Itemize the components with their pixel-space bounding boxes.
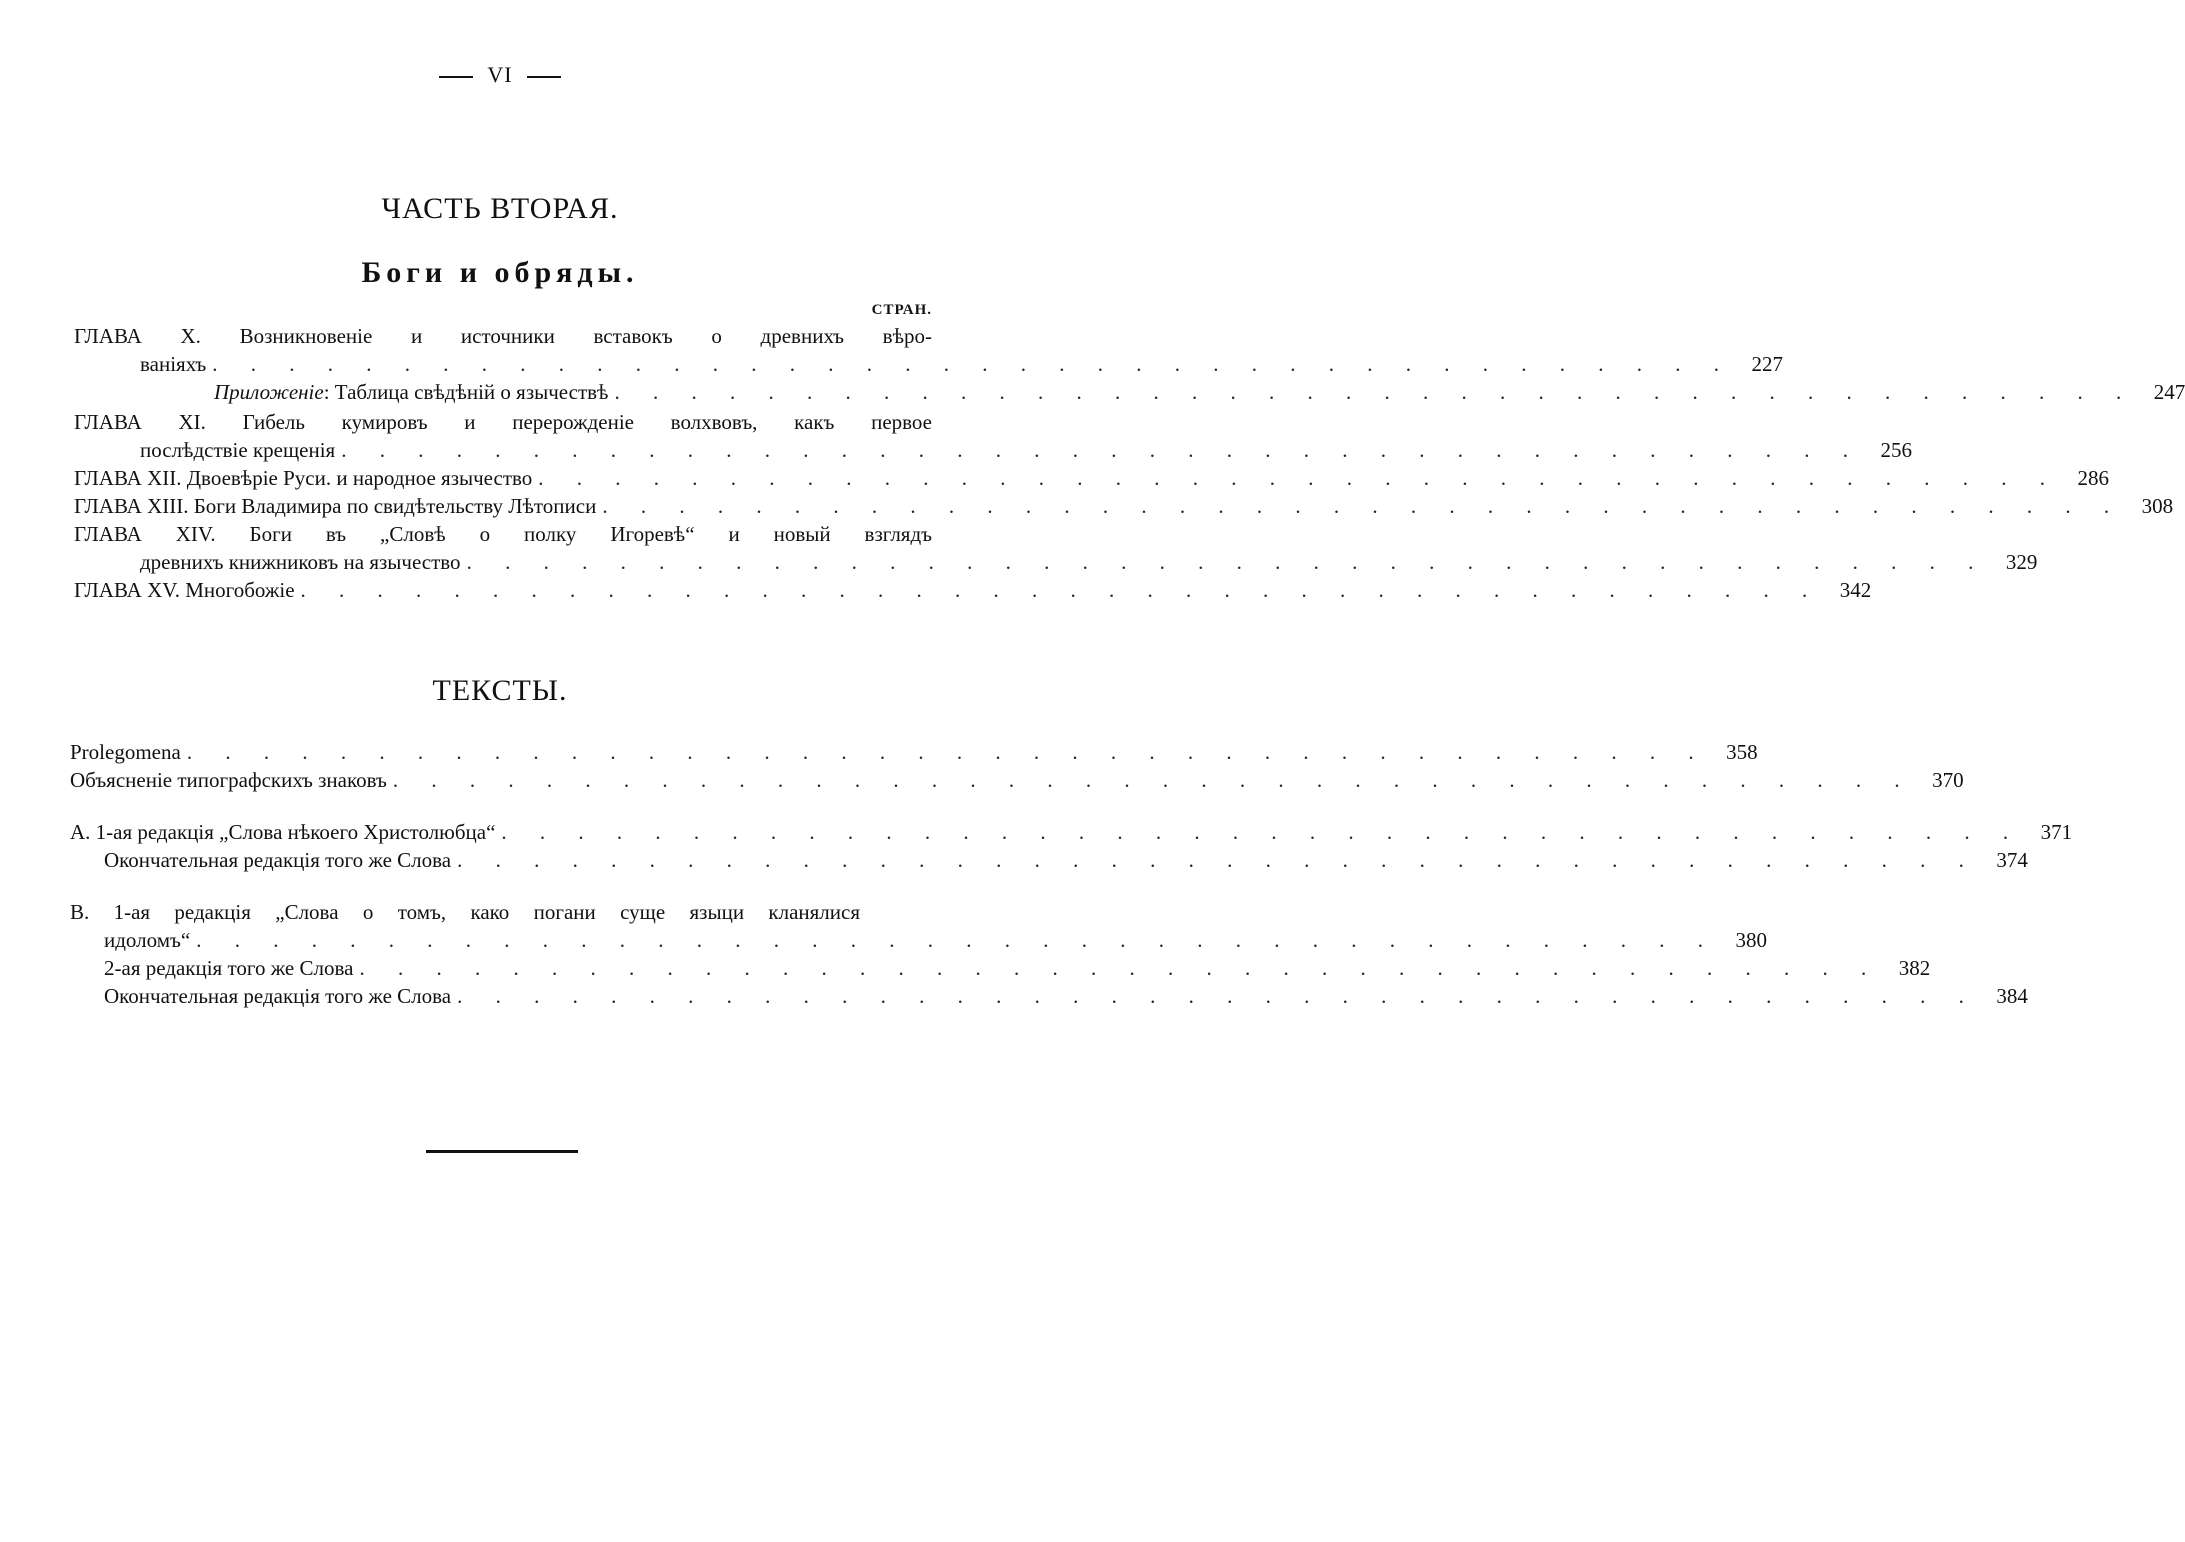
toc-entry-text: А. 1-ая редакція „Слова нѣкоего Христолюбца“: [70, 820, 496, 844]
dot-leader: . . . . . . . . . . . . . . . . . . . . . . . . . . . . . . . . . . . . . . . .: [341, 438, 1862, 462]
toc-text-b-2nd[interactable]: [104, 954, 1931, 982]
dash-right: [527, 76, 561, 78]
toc-chapter-14[interactable]: [140, 548, 2038, 576]
page-number-text: VI: [487, 62, 513, 87]
texts-section-title: ТЕКСТЫ.: [432, 674, 568, 707]
toc-page-number: 384: [1996, 984, 2028, 1008]
toc-page-number: 380: [1735, 928, 1767, 952]
toc-text-a-1st[interactable]: [70, 818, 2073, 846]
dot-leader: . . . . . . . . . . . . . . . . . . . . . . . . . . . . . . . . . . . . . . . .: [359, 956, 1881, 980]
toc-entry-text: ГЛАВА XIII. Боги Владимира по свидѣтельству Лѣтописи: [74, 494, 597, 518]
toc-page-number: 374: [1996, 848, 2028, 872]
toc-text-b-1st[interactable]: [104, 926, 1767, 954]
toc-chapter-15[interactable]: [74, 576, 1872, 604]
page-column-header: СТРАН.: [871, 302, 932, 318]
toc-chapter-14-line1: ГЛАВА XIV. Боги въ „Словѣ о полку Игоревѣ“ и новый взглядъ: [74, 522, 932, 546]
toc-appendix[interactable]: [214, 378, 2185, 406]
toc-entry-text: Окончательная редакція того же Слова: [104, 848, 452, 872]
dot-leader: . . . . . . . . . . . . . . . . . . . . . . . . . . . . . . . . . . . . . . . .: [196, 928, 1717, 952]
toc-entry-text: идоломъ“: [104, 928, 191, 952]
toc-page-number: 370: [1932, 768, 1964, 792]
toc-chapter-10-line1: ГЛАВА X. Возникновеніе и источники вставокъ о древнихъ вѣро-: [74, 324, 932, 348]
toc-prolegomena[interactable]: [70, 738, 1758, 766]
toc-page-number: 342: [1839, 578, 1872, 602]
toc-page-number: 371: [2040, 820, 2073, 844]
dot-leader: . . . . . . . . . . . . . . . . . . . . . . . . . . . . . . . . . . . . . . . .: [614, 380, 2136, 404]
toc-text-b-1st-line1: В. 1-ая редакція „Слова о томъ, како погани суще языци кланялися: [70, 900, 860, 924]
toc-text-a-final[interactable]: [104, 846, 2028, 874]
toc-page-number: 256: [1880, 438, 1912, 462]
toc-entry-text: ваніяхъ: [140, 352, 207, 376]
dash-left: [439, 76, 473, 78]
dot-leader: . . . . . . . . . . . . . . . . . . . . . . . . . . . . . . . . . . . . . . . .: [501, 820, 2023, 844]
toc-page-number: 358: [1726, 740, 1758, 764]
toc-entry-text: Объясненіе типографскихъ знаковъ: [70, 768, 387, 792]
toc-chapter-11[interactable]: [140, 436, 1912, 464]
toc-entry-text: 2-ая редакція того же Слова: [104, 956, 354, 980]
dot-leader: . . . . . . . . . . . . . . . . . . . . . . . . . . . . . . . . . . . . . . . .: [300, 578, 1822, 602]
page-number: [0, 62, 1000, 88]
toc-page-number: 329: [2005, 550, 2038, 574]
toc-chapter-10[interactable]: [140, 350, 1784, 378]
dot-leader: . . . . . . . . . . . . . . . . . . . . . . . . . . . . . . . . . . . . . . . .: [186, 740, 1708, 764]
appendix-text: : Таблица свѣдѣній о язычествѣ: [323, 380, 609, 404]
dot-leader: . . . . . . . . . . . . . . . . . . . . . . . . . . . . . . . . . . . . . . . .: [466, 550, 1988, 574]
toc-chapter-12[interactable]: [74, 464, 2110, 492]
toc-entry-text: ГЛАВА XV. Многобожіе: [74, 578, 295, 602]
dot-leader: . . . . . . . . . . . . . . . . . . . . . . . . . . . . . . . . . . . . . . . .: [212, 352, 1734, 376]
toc-page-number: 227: [1751, 352, 1784, 376]
toc-typographic-signs[interactable]: [70, 766, 1964, 794]
toc-entry-text: ГЛАВА XII. Двоевѣріе Руси. и народное язычество: [74, 466, 533, 490]
toc-text-b-final[interactable]: [104, 982, 2028, 1010]
part-subtitle: Боги и обряды.: [361, 256, 639, 289]
toc-chapter-11-line1: ГЛАВА XI. Гибель кумировъ и перерожденіе волхвовъ, какъ первое: [74, 410, 932, 434]
dot-leader: . . . . . . . . . . . . . . . . . . . . . . . . . . . . . . . . . . . . . . . .: [457, 984, 1978, 1008]
dot-leader: . . . . . . . . . . . . . . . . . . . . . . . . . . . . . . . . . . . . . . . .: [538, 466, 2060, 490]
toc-entry-text: древнихъ книжниковъ на язычество: [140, 550, 461, 574]
toc-entry-text: Окончательная редакція того же Слова: [104, 984, 452, 1008]
part-title: ЧАСТЬ ВТОРАЯ.: [381, 192, 619, 225]
toc-entry-text: Prolegomena: [70, 740, 181, 764]
toc-chapter-13[interactable]: [74, 492, 2174, 520]
toc-entry-text: послѣдствіе крещенія: [140, 438, 336, 462]
dot-leader: . . . . . . . . . . . . . . . . . . . . . . . . . . . . . . . . . . . . . . . .: [457, 848, 1978, 872]
toc-page-number: 247: [2153, 380, 2185, 404]
toc-entry-text: [214, 378, 608, 406]
dot-leader: . . . . . . . . . . . . . . . . . . . . . . . . . . . . . . . . . . . . . . . .: [392, 768, 1914, 792]
dot-leader: . . . . . . . . . . . . . . . . . . . . . . . . . . . . . . . . . . . . . . . .: [602, 494, 2124, 518]
end-rule: [426, 1150, 578, 1153]
toc-page-number: 308: [2141, 494, 2174, 518]
toc-page-number: 382: [1898, 956, 1931, 980]
toc-page-number: 286: [2077, 466, 2110, 490]
appendix-label: Приложеніе: [214, 380, 324, 404]
